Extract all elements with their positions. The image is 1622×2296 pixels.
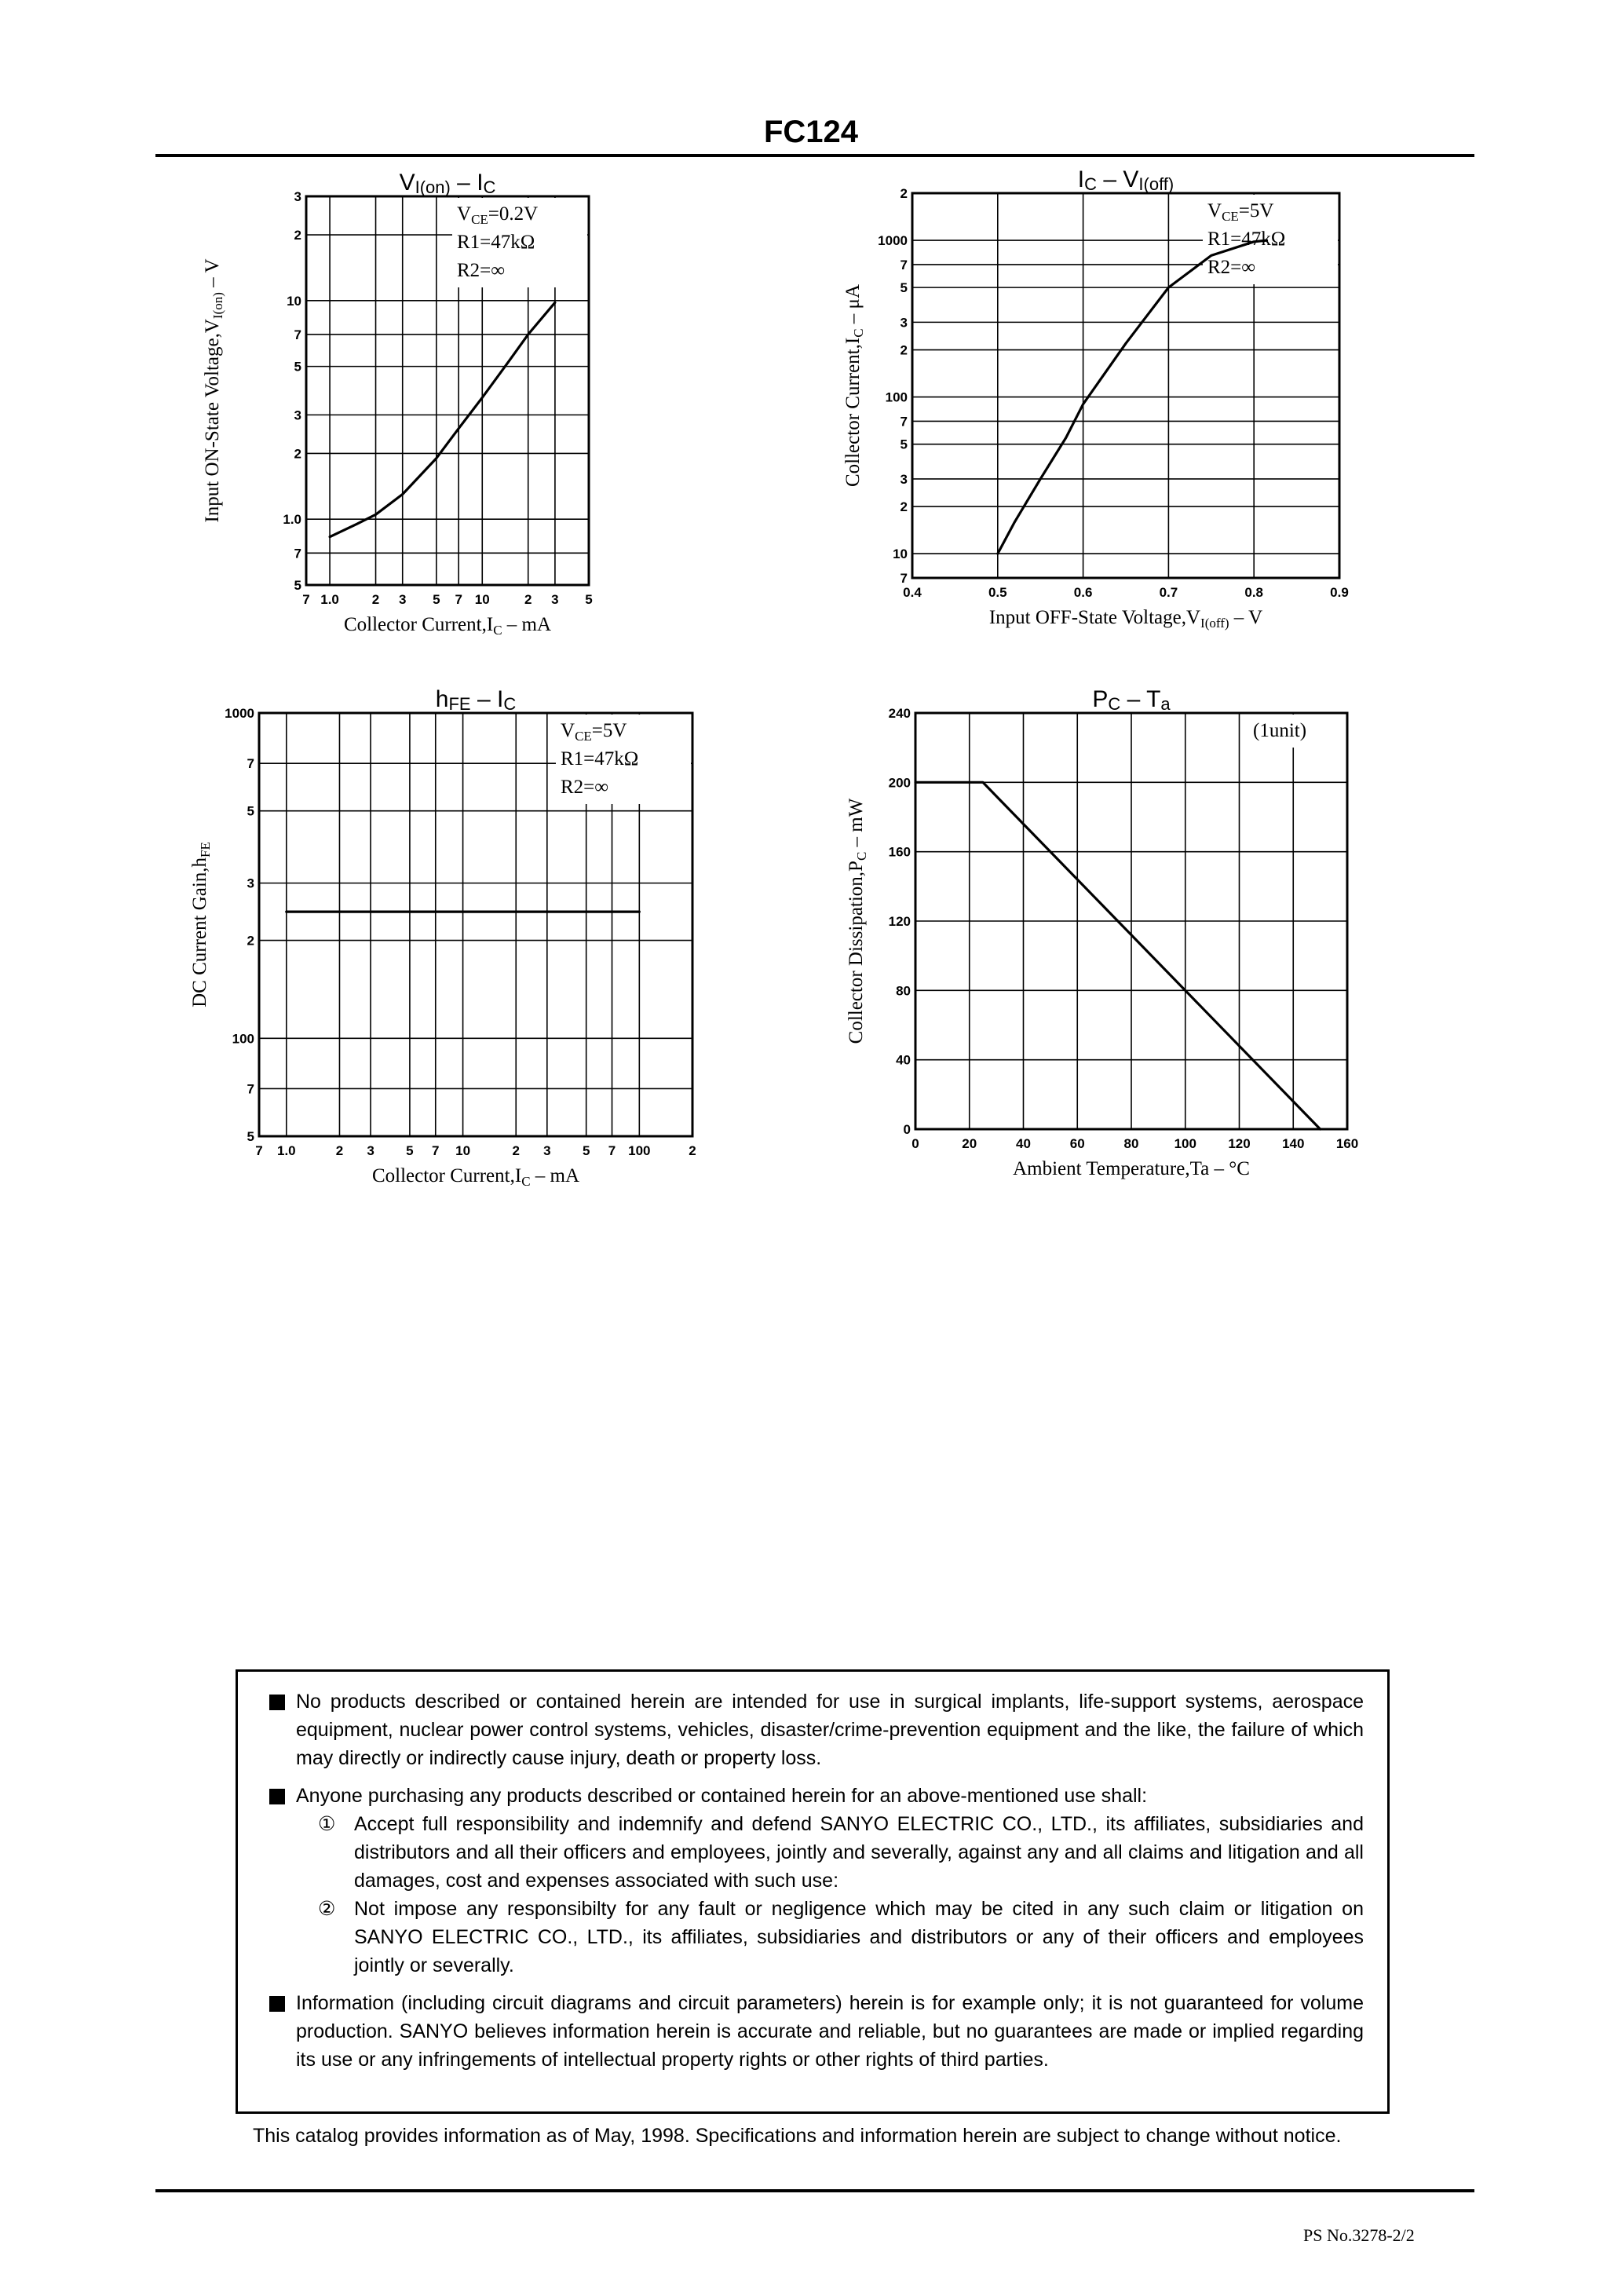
y-tick-label: 3 [900,315,908,331]
circled-one-icon: ① [318,1813,336,1835]
x-tick-label: 2 [689,1143,696,1158]
x-tick-label: 3 [551,592,559,607]
x-tick-label: 0.4 [903,585,922,600]
y-tick-label: 0 [903,1122,911,1137]
y-tick-label: 10 [287,293,301,309]
x-tick-label: 140 [1282,1136,1305,1151]
x-tick-label: 0.5 [988,585,1007,600]
y-tick-label: 10 [893,547,908,562]
y-axis-label: DC Current $Gain,h_{FE}$ [189,842,213,1007]
disclaimer-subtext-1: Accept full responsibility and indemnify and defend SANYO ELECTRIC CO., LTD., its affiliates, subsidiaries and distributors and all their officers and employees, jointly and severally, against any and all claims and litigation and all damages, cost and expenses associated with such use: [354,1813,1364,1892]
x-tick-label: 40 [1016,1136,1031,1151]
y-tick-label: 3 [294,408,301,423]
y-tick-label: 200 [888,775,911,791]
param-text: R1=47kΩ [561,748,639,770]
chart-title: hFE – IC [435,686,517,714]
page-number: PS No.3278-2/2 [1303,2225,1415,2245]
x-tick-label: 0.7 [1159,585,1178,600]
y-tick-label: 160 [888,844,911,860]
x-tick-label: 7 [432,1143,440,1158]
x-tick-label: 160 [1335,1136,1359,1151]
x-tick-label: 1.0 [320,592,339,607]
y-tick-label: 1000 [878,233,908,249]
param-text: R2=∞ [1207,257,1256,278]
param-text: R1=47kΩ [457,232,535,253]
x-tick-label: 120 [1228,1136,1251,1151]
x-tick-label: 7 [455,592,462,607]
x-tick-label: 1.0 [276,1143,296,1158]
series-line [330,302,555,536]
y-tick-label: 7 [247,1081,254,1097]
y-tick-label: 2 [900,186,908,201]
y-axis-label: Collector $Current,I_C$ – μA [842,283,866,488]
y-tick-label: 3 [900,471,908,487]
x-tick-label: 5 [406,1143,414,1158]
disclaimer-subitem-2 [269,1895,1364,1980]
disclaimer-item-2 [269,1782,1364,1810]
y-tick-label: 1.0 [283,512,301,528]
disclaimer-subtext-2: Not impose any responsibilty for any fault or negligence which may be cited in any such claim or litigation on SANYO ELECTRIC CO., LTD., its affiliates, subsidiaries and distributors or any of their officers and employees jointly or severally. [354,1898,1364,1976]
x-tick-label: 2 [512,1143,520,1158]
x-tick-label: 2 [335,1143,344,1158]
chart-title: PC – Ta [1092,686,1171,714]
y-tick-label: 2 [294,446,301,462]
x-tick-label: 100 [628,1143,651,1158]
chart-ic-vs-vi-off [832,157,1437,683]
x-axis-label: Collector $Current,I_C$ – mA [343,614,552,638]
y-tick-label: 240 [888,706,911,721]
x-tick-label: 2 [371,592,380,607]
footer-rule [155,2189,1474,2192]
x-tick-label: 3 [367,1143,374,1158]
param-text: (1unit) [1253,720,1307,741]
y-tick-label: 5 [294,578,301,593]
y-tick-label: 3 [247,876,254,891]
y-axis-label: Collector $Dissipation,P_C$ – mW [846,798,869,1044]
disclaimer-text-2: Anyone purchasing any products described or contained herein for an above-mentioned use shall: [296,1785,1148,1807]
series-line [915,782,1321,1129]
y-tick-label: 120 [888,914,911,929]
chart-title: VI(on) – IC [399,170,496,197]
catalog-note: This catalog provides information as of May, 1998. Specifications and information herein are subject to change without notice. [253,2125,1342,2147]
circled-two-icon: ② [318,1898,336,1920]
x-tick-label: 3 [543,1143,551,1158]
param-text: $V_{CE}=5V$ [561,720,627,744]
x-tick-label: 0 [911,1136,919,1151]
y-tick-label: 7 [247,756,254,772]
y-tick-label: 2 [247,933,254,949]
x-axis-label: Input OFF-State $Voltage,V_{I(off)}$ – V [988,607,1263,631]
chart-pc-vs-ta [832,675,1437,1209]
chart-hfe-vs-ic [188,675,793,1209]
y-tick-label: 5 [294,359,301,375]
x-tick-label: 100 [1174,1136,1196,1151]
y-axis-label: Input ON-State $Voltage,V_{I(on)}$ – V [202,258,225,523]
x-tick-label: 80 [1123,1136,1139,1151]
y-tick-label: 100 [885,389,908,405]
page-title: FC124 [763,115,859,149]
x-tick-label: 0.8 [1244,585,1264,600]
disclaimer-text-3: Information (including circuit diagrams and circuit parameters) herein is for example only; it is not guaranteed for volume production. SANYO believes information herein is accurate and reliable, but no guarantees are made or implied regarding its use or any infringements of intellectual property rights or other rights of third parties. [296,1992,1364,2071]
y-tick-label: 2 [900,499,908,515]
disclaimer-subitem-1 [269,1810,1364,1895]
y-tick-label: 1000 [225,706,254,721]
square-bullet-icon [269,1996,285,2012]
y-tick-label: 80 [896,983,911,999]
x-tick-label: 3 [398,592,407,607]
y-tick-label: 7 [294,546,301,561]
y-tick-label: 7 [900,414,908,430]
x-axis-label: Ambient Temperature,Ta – °C [1013,1158,1250,1179]
y-tick-label: 5 [900,437,908,452]
y-tick-label: 7 [900,257,908,272]
x-tick-label: 5 [433,592,440,607]
y-tick-label: 40 [896,1052,911,1068]
param-text: R2=∞ [561,777,609,798]
square-bullet-icon [269,1789,285,1804]
x-tick-label: 5 [582,1143,590,1158]
chart-vi-on-vs-ic [188,157,793,683]
x-tick-label: 60 [1069,1136,1085,1151]
y-tick-label: 3 [294,189,301,204]
x-axis-label: Collector $Current,I_C$ – mA [371,1165,580,1189]
square-bullet-icon [269,1695,285,1710]
disclaimer-item-3 [269,1989,1364,2074]
x-tick-label: 7 [255,1143,263,1158]
x-tick-label: 20 [962,1136,977,1151]
x-tick-label: 7 [608,1143,616,1158]
x-tick-label: 5 [585,592,593,607]
y-tick-label: 7 [900,571,908,586]
param-text: $V_{CE}=0.2V$ [457,203,539,227]
param-text: $V_{CE}=5V$ [1207,200,1274,224]
x-tick-label: 0.9 [1330,585,1349,600]
y-tick-label: 2 [900,342,908,358]
x-tick-label: 7 [302,592,310,607]
y-tick-label: 100 [232,1031,254,1047]
y-tick-label: 2 [294,228,301,243]
chart-title: IC – VI(off) [1077,166,1174,194]
y-tick-label: 5 [247,803,254,819]
disclaimer-item-1 [269,1687,1364,1772]
x-tick-label: 2 [524,592,532,607]
y-tick-label: 5 [900,280,908,296]
x-tick-label: 10 [474,592,490,607]
x-tick-label: 0.6 [1073,585,1093,600]
disclaimer-text-1: No products described or contained herein are intended for use in surgical implants, life-support systems, aerospace equipment, nuclear power control systems, vehicles, disaster/crime-prevention equipment and the like, the failure of which may directly or indirectly cause injury, death or property loss. [296,1691,1364,1769]
x-tick-label: 10 [455,1143,471,1158]
param-text: R1=47kΩ [1207,229,1286,250]
disclaimer-box [236,1669,1390,2114]
y-tick-label: 5 [247,1129,254,1144]
y-tick-label: 7 [294,327,301,342]
param-text: R2=∞ [457,260,506,281]
